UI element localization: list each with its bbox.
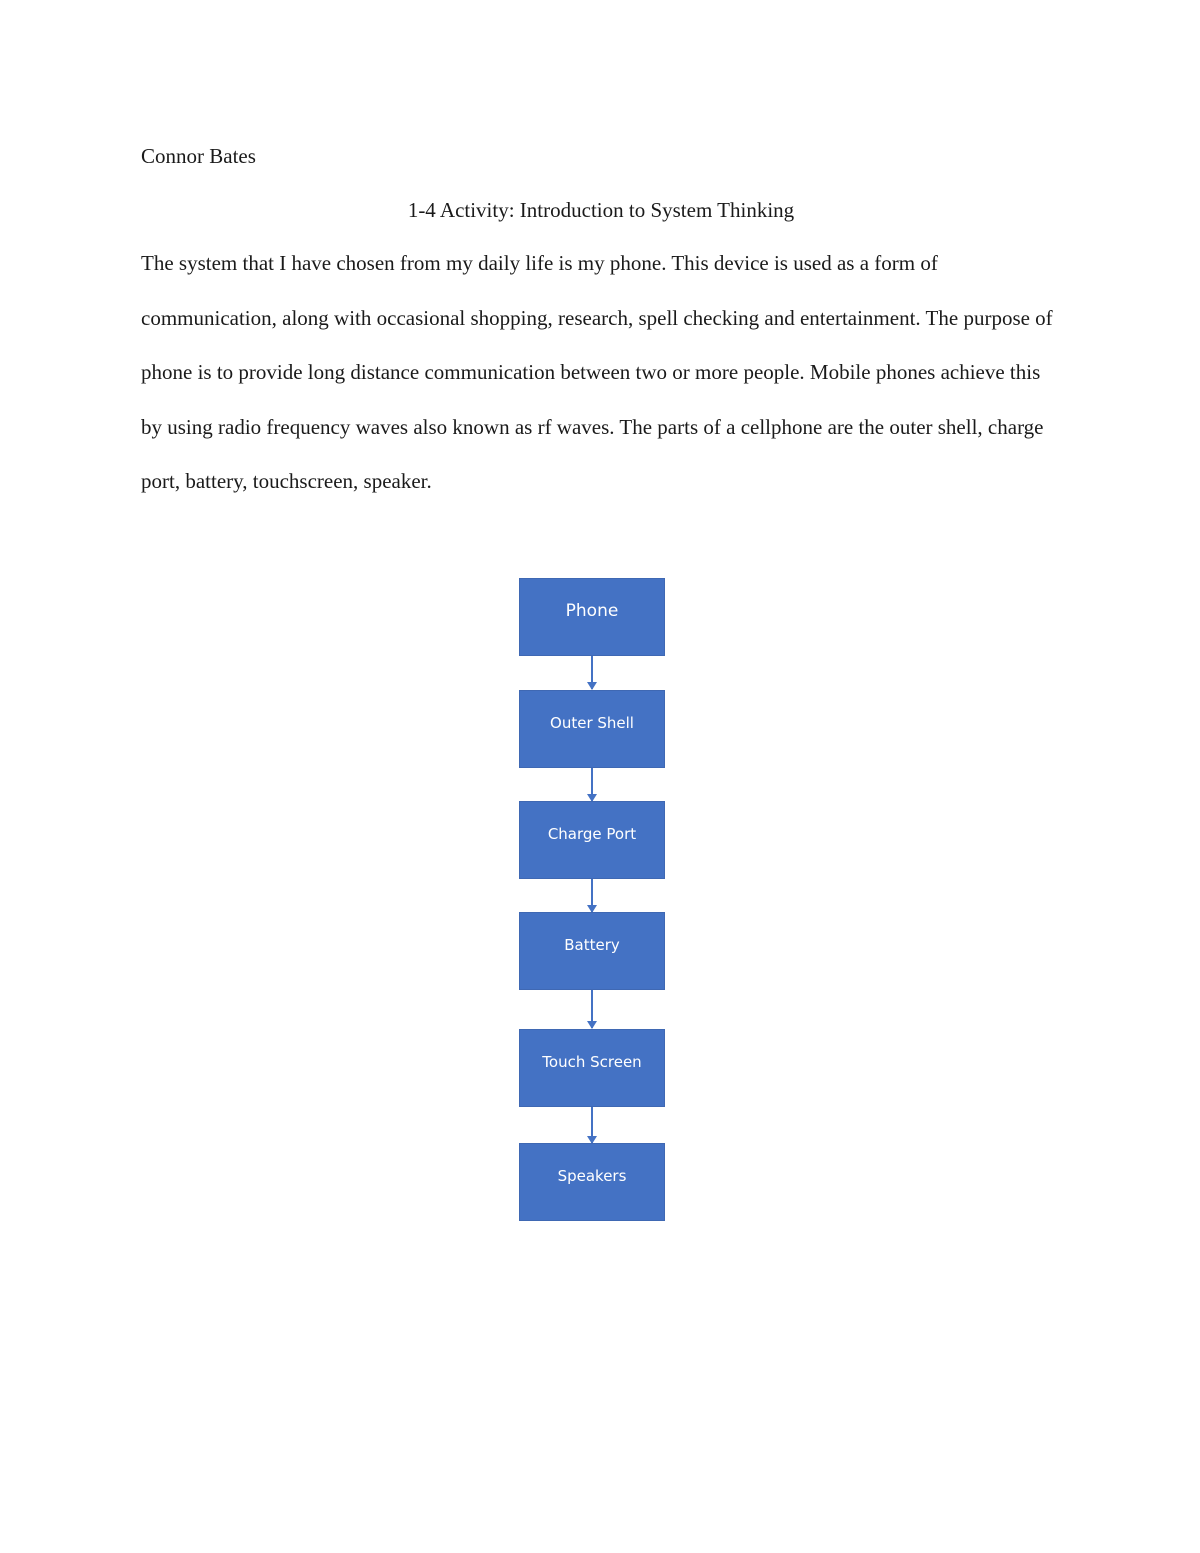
flow-node-label: Battery — [564, 936, 620, 954]
flow-node-outer-shell — [519, 690, 665, 768]
flow-arrow — [591, 656, 593, 689]
flow-arrow — [591, 1107, 593, 1143]
flow-node-charge-port — [519, 801, 665, 879]
flow-arrow — [591, 990, 593, 1028]
flow-node-speakers — [519, 1143, 665, 1221]
author-name: Connor Bates — [141, 144, 256, 168]
flow-arrow — [591, 879, 593, 912]
flow-node-label: Phone — [565, 601, 619, 621]
flow-node-battery — [519, 912, 665, 990]
flow-node-phone — [519, 578, 665, 656]
body-paragraph: The system that I have chosen from my daily life is my phone. This device is used as a form of communication, along with occasional shopping, research, spell checking and entertainment. The purpose of phone is to provide long distance communication between two or more people. Mobile phones achieve this by using radio frequency waves also known as rf waves. The parts of a cellphone are the outer shell, charge port, battery, touchscreen, speaker. — [141, 251, 1053, 493]
flow-arrow — [591, 768, 593, 801]
flow-node-touch-screen — [519, 1029, 665, 1107]
flow-node-label: Charge Port — [547, 825, 637, 843]
flow-node-label: Touch Screen — [542, 1053, 642, 1071]
document-title: 1-4 Activity: Introduction to System Thinking — [407, 198, 795, 222]
flow-node-label: Outer Shell — [550, 714, 634, 732]
flow-node-label: Speakers — [557, 1167, 627, 1185]
